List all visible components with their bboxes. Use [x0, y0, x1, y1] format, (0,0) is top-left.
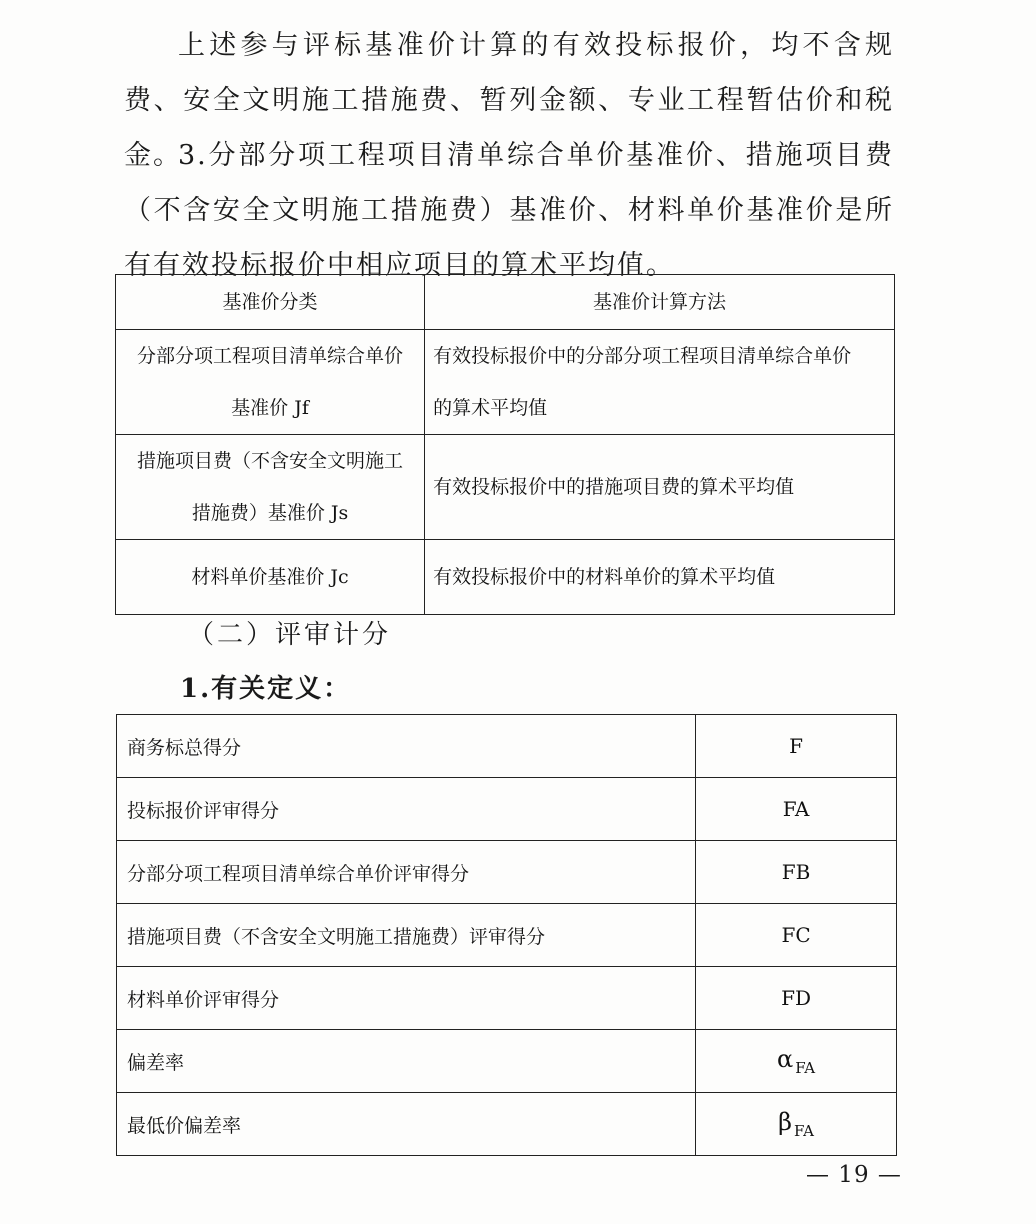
method-cell: 有效投标报价中的措施项目费的算术平均值 — [425, 435, 895, 540]
table-row — [117, 1030, 897, 1093]
table-row — [117, 841, 897, 904]
table-row — [117, 1093, 897, 1156]
alpha-symbol: α — [776, 1045, 794, 1073]
definition-symbol: F — [696, 715, 897, 778]
definition-symbol — [696, 1093, 897, 1156]
category-line: 措施费）基准价 Js — [191, 502, 349, 524]
table-row — [117, 967, 897, 1030]
definition-symbol: FB — [696, 841, 897, 904]
method-cell: 有效投标报价中的材料单价的算术平均值 — [425, 540, 895, 615]
definition-term: 最低价偏差率 — [117, 1093, 696, 1156]
category-line: 基准价 Jf — [231, 397, 309, 419]
table-header-row — [116, 275, 895, 330]
table-row — [117, 715, 897, 778]
category-line: 措施项目费（不含安全文明施工 — [137, 450, 404, 472]
paragraph-basis-definition: 3.分部分项工程项目清单综合单价基准价、措施项目费（不含安全文明施工措施费）基准价、材料单价基准价是所有有效投标报价中相应项目的算术平均值。 — [124, 140, 894, 281]
method-line: 的算术平均值 — [433, 397, 548, 419]
header-method: 基准价计算方法 — [425, 275, 895, 330]
symbol-subscript: FA — [794, 1122, 814, 1140]
table-row — [117, 904, 897, 967]
category-cell: 材料单价基准价 Jc — [116, 540, 425, 615]
definition-symbol: FA — [696, 778, 897, 841]
table-row — [116, 330, 895, 435]
table-row — [116, 540, 895, 615]
basis-price-table — [115, 274, 895, 615]
definition-term: 投标报价评审得分 — [117, 778, 696, 841]
definition-term: 材料单价评审得分 — [117, 967, 696, 1030]
definition-term: 商务标总得分 — [117, 715, 696, 778]
definition-symbol — [696, 1030, 897, 1093]
definition-symbol: FD — [696, 967, 897, 1030]
method-cell — [425, 330, 895, 435]
beta-symbol: β — [778, 1108, 793, 1136]
page-number: — 19 — — [806, 1162, 902, 1188]
paragraph-price-exclusions: 上述参与评标基准价计算的有效投标报价，均不含规费、安全文明施工措施费、暂列金额、专业工程暂估价和税金。 — [124, 30, 894, 171]
header-category: 基准价分类 — [116, 275, 425, 330]
definition-term: 偏差率 — [117, 1030, 696, 1093]
section-heading: （二）评审计分 — [188, 620, 392, 650]
category-cell — [116, 330, 425, 435]
subsection-heading: 1.有关定义： — [180, 674, 352, 704]
symbol-subscript: FA — [795, 1059, 816, 1077]
category-line: 分部分项工程项目清单综合单价 — [137, 345, 404, 367]
table-row — [116, 435, 895, 540]
table-row — [117, 778, 897, 841]
definition-term: 措施项目费（不含安全文明施工措施费）评审得分 — [117, 904, 696, 967]
definition-symbol: FC — [696, 904, 897, 967]
method-line: 有效投标报价中的分部分项工程项目清单综合单价 — [433, 345, 852, 367]
definitions-table — [116, 714, 897, 1156]
category-cell — [116, 435, 425, 540]
definition-term: 分部分项工程项目清单综合单价评审得分 — [117, 841, 696, 904]
